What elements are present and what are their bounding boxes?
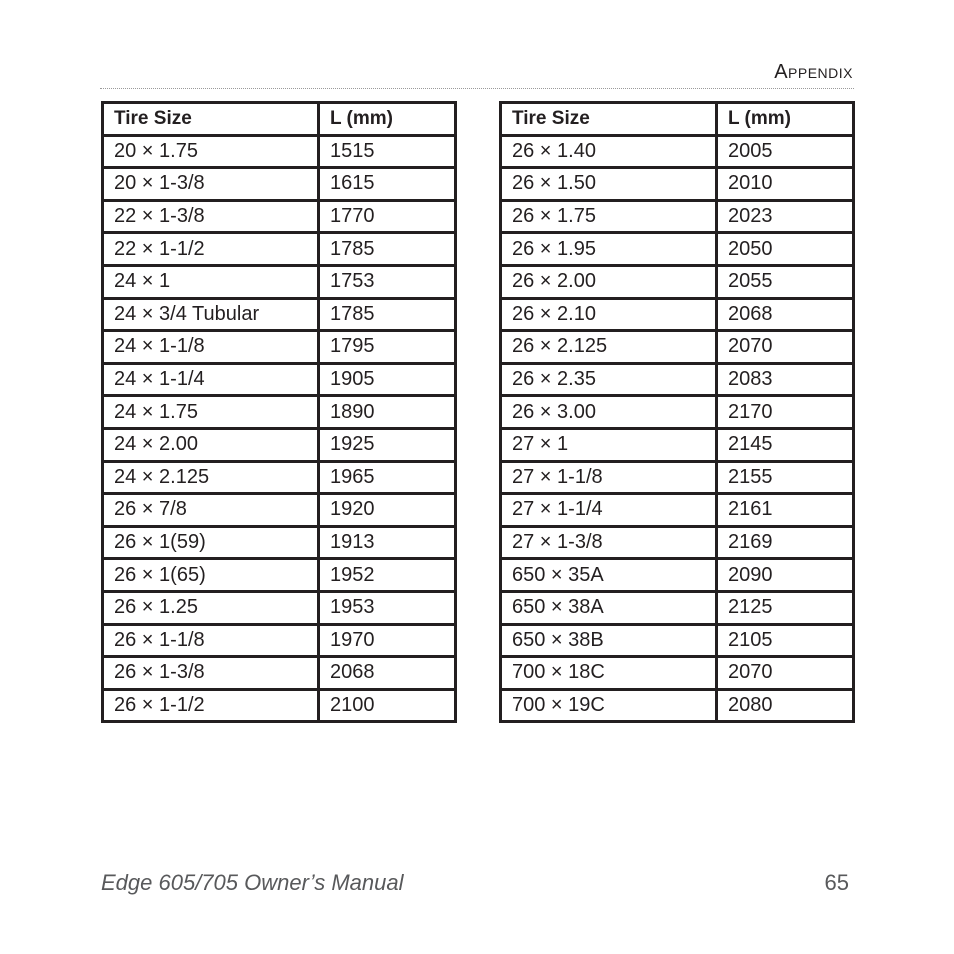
length-cell: 1615 xyxy=(319,168,456,201)
length-cell: 2055 xyxy=(717,265,854,298)
tire-size-cell: 27 × 1 xyxy=(501,428,717,461)
length-cell: 1953 xyxy=(319,591,456,624)
length-cell: 1920 xyxy=(319,494,456,527)
tire-size-cell: 24 × 2.00 xyxy=(103,428,319,461)
tire-size-cell: 24 × 1-1/8 xyxy=(103,331,319,364)
table-row xyxy=(103,559,456,592)
length-cell: 2161 xyxy=(717,494,854,527)
tire-size-cell: 24 × 1 xyxy=(103,265,319,298)
tire-size-cell: 22 × 1-1/2 xyxy=(103,233,319,266)
table-row xyxy=(103,689,456,722)
tire-size-cell: 27 × 1-3/8 xyxy=(501,526,717,559)
length-cell: 1785 xyxy=(319,233,456,266)
manual-title: Edge 605/705 Owner’s Manual xyxy=(101,870,404,895)
tire-size-cell: 26 × 1(59) xyxy=(103,526,319,559)
tire-size-cell: 24 × 1.75 xyxy=(103,396,319,429)
tire-size-cell: 26 × 1-1/8 xyxy=(103,624,319,657)
length-cell: 1970 xyxy=(319,624,456,657)
tire-size-table-left xyxy=(101,101,457,723)
length-cell: 2105 xyxy=(717,624,854,657)
length-cell: 1925 xyxy=(319,428,456,461)
section-header: Appendix xyxy=(774,61,853,83)
tire-size-cell: 26 × 1.40 xyxy=(501,135,717,168)
column-header-length: L (mm) xyxy=(717,103,854,136)
table-row xyxy=(103,396,456,429)
table-row xyxy=(501,559,854,592)
table-row xyxy=(103,298,456,331)
length-cell: 1965 xyxy=(319,461,456,494)
table-row xyxy=(501,135,854,168)
table-row xyxy=(103,624,456,657)
length-cell: 2023 xyxy=(717,200,854,233)
table-row xyxy=(103,428,456,461)
tire-size-cell: 26 × 2.00 xyxy=(501,265,717,298)
tire-size-cell: 26 × 1.75 xyxy=(501,200,717,233)
table-row xyxy=(501,396,854,429)
tire-size-cell: 26 × 2.125 xyxy=(501,331,717,364)
column-header-tire-size: Tire Size xyxy=(501,103,717,136)
length-cell: 2068 xyxy=(319,657,456,690)
table-row xyxy=(501,624,854,657)
table-row xyxy=(501,689,854,722)
tire-size-cell: 27 × 1-1/8 xyxy=(501,461,717,494)
tire-size-cell: 26 × 7/8 xyxy=(103,494,319,527)
table-row xyxy=(103,331,456,364)
table-row xyxy=(501,168,854,201)
length-cell: 2010 xyxy=(717,168,854,201)
table-row xyxy=(103,494,456,527)
table-row xyxy=(501,233,854,266)
table-row xyxy=(501,461,854,494)
tire-size-cell: 26 × 2.35 xyxy=(501,363,717,396)
tire-size-cell: 20 × 1-3/8 xyxy=(103,168,319,201)
tire-size-cell: 700 × 19C xyxy=(501,689,717,722)
tire-size-cell: 26 × 2.10 xyxy=(501,298,717,331)
length-cell: 1905 xyxy=(319,363,456,396)
length-cell: 1952 xyxy=(319,559,456,592)
table-row xyxy=(501,657,854,690)
tire-size-cell: 26 × 1(65) xyxy=(103,559,319,592)
length-cell: 2090 xyxy=(717,559,854,592)
tire-size-cell: 26 × 1-1/2 xyxy=(103,689,319,722)
table-row xyxy=(103,135,456,168)
length-cell: 2080 xyxy=(717,689,854,722)
tire-size-cell: 20 × 1.75 xyxy=(103,135,319,168)
length-cell: 2170 xyxy=(717,396,854,429)
length-cell: 2145 xyxy=(717,428,854,461)
table-header-row xyxy=(501,103,854,136)
table-row xyxy=(103,363,456,396)
tire-size-cell: 27 × 1-1/4 xyxy=(501,494,717,527)
length-cell: 1753 xyxy=(319,265,456,298)
length-cell: 2050 xyxy=(717,233,854,266)
tire-size-cell: 24 × 2.125 xyxy=(103,461,319,494)
table-row xyxy=(103,526,456,559)
length-cell: 1890 xyxy=(319,396,456,429)
tire-size-cell: 22 × 1-3/8 xyxy=(103,200,319,233)
length-cell: 1770 xyxy=(319,200,456,233)
column-header-tire-size: Tire Size xyxy=(103,103,319,136)
tire-size-cell: 650 × 35A xyxy=(501,559,717,592)
tire-size-table-right xyxy=(499,101,855,723)
table-row xyxy=(501,331,854,364)
length-cell: 2005 xyxy=(717,135,854,168)
length-cell: 2100 xyxy=(319,689,456,722)
length-cell: 1785 xyxy=(319,298,456,331)
length-cell: 2155 xyxy=(717,461,854,494)
table-row xyxy=(103,168,456,201)
tire-size-cell: 26 × 1-3/8 xyxy=(103,657,319,690)
tire-size-cell: 700 × 18C xyxy=(501,657,717,690)
length-cell: 2169 xyxy=(717,526,854,559)
table-row xyxy=(501,428,854,461)
table-row xyxy=(501,591,854,624)
length-cell: 2125 xyxy=(717,591,854,624)
table-row xyxy=(501,526,854,559)
tire-size-cell: 24 × 3/4 Tubular xyxy=(103,298,319,331)
table-row xyxy=(501,363,854,396)
tire-size-cell: 26 × 1.95 xyxy=(501,233,717,266)
table-row xyxy=(501,265,854,298)
length-cell: 2083 xyxy=(717,363,854,396)
tire-size-cell: 650 × 38B xyxy=(501,624,717,657)
table-row xyxy=(501,494,854,527)
tire-size-cell: 650 × 38A xyxy=(501,591,717,624)
length-cell: 2070 xyxy=(717,331,854,364)
header-divider xyxy=(100,88,854,89)
page-number: 65 xyxy=(824,870,849,895)
table-row xyxy=(103,461,456,494)
tire-size-cell: 26 × 3.00 xyxy=(501,396,717,429)
length-cell: 2068 xyxy=(717,298,854,331)
table-header-row xyxy=(103,103,456,136)
table-row xyxy=(103,265,456,298)
table-row xyxy=(103,200,456,233)
table-row xyxy=(501,200,854,233)
length-cell: 1515 xyxy=(319,135,456,168)
table-row xyxy=(103,233,456,266)
table-row xyxy=(103,591,456,624)
column-header-length: L (mm) xyxy=(319,103,456,136)
tire-size-cell: 26 × 1.25 xyxy=(103,591,319,624)
length-cell: 2070 xyxy=(717,657,854,690)
table-row xyxy=(501,298,854,331)
length-cell: 1913 xyxy=(319,526,456,559)
length-cell: 1795 xyxy=(319,331,456,364)
table-row xyxy=(103,657,456,690)
tire-size-cell: 24 × 1-1/4 xyxy=(103,363,319,396)
tire-size-cell: 26 × 1.50 xyxy=(501,168,717,201)
